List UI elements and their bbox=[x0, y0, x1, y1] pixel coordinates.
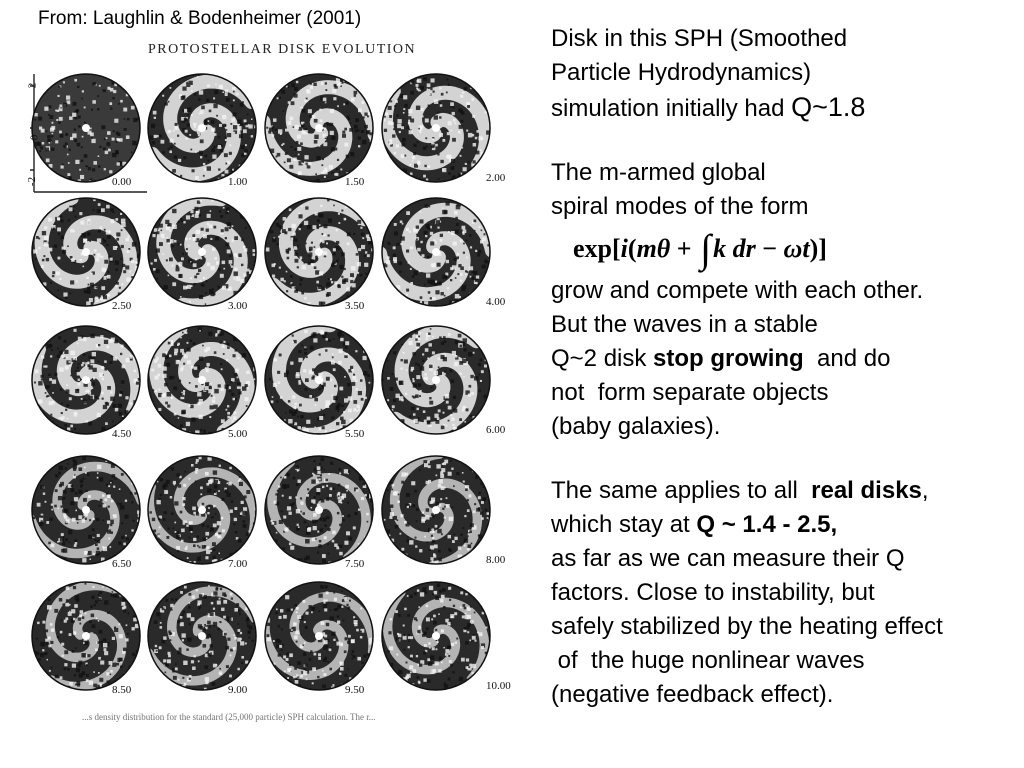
intro-line-2: Particle Hydrodynamics) bbox=[551, 59, 812, 86]
eq-integral: ∫ bbox=[700, 226, 712, 271]
figure-citation: From: Laughlin & Bodenheimer (2001) bbox=[38, 8, 362, 29]
same-suffix: , bbox=[921, 477, 929, 504]
disk-snapshot bbox=[32, 326, 140, 434]
explanation-text bbox=[551, 22, 1021, 712]
time-label: 4.00 bbox=[486, 296, 506, 308]
time-label: 9.00 bbox=[228, 684, 248, 696]
grow-line-5: (baby galaxies). bbox=[551, 413, 721, 440]
disk-evolution-figure bbox=[22, 62, 532, 732]
measure-line-4: of the huge nonlinear waves bbox=[551, 647, 865, 674]
grow-line-3-suffix: and do bbox=[803, 345, 891, 372]
disk-snapshot bbox=[265, 456, 374, 566]
disk-snapshots-svg bbox=[22, 62, 532, 732]
time-label: 2.50 bbox=[112, 300, 132, 312]
figure-caption-fragment: ...s density distribution for the standard (25,000 particle) SPH calculation. The r... bbox=[82, 712, 376, 722]
time-label: 5.00 bbox=[228, 428, 248, 440]
time-label: 3.50 bbox=[345, 300, 365, 312]
intro-line-1: Disk in this SPH (Smoothed bbox=[551, 25, 848, 52]
time-label: 1.50 bbox=[345, 176, 365, 188]
measure-line-3: safely stabilized by the heating effect bbox=[551, 613, 943, 640]
grow-line-3-prefix: Q~2 disk bbox=[551, 345, 654, 372]
disk-snapshot bbox=[382, 454, 491, 566]
axis-tick-neg2: -2 bbox=[26, 176, 39, 187]
disk-snapshot bbox=[32, 198, 141, 306]
spiral-mode-equation bbox=[551, 224, 1021, 274]
axis-tick-0: 0 bbox=[28, 134, 41, 141]
modes-line-2: spiral modes of the form bbox=[551, 193, 809, 220]
eq-omega-t: ωt bbox=[783, 234, 810, 263]
disk-snapshot bbox=[265, 325, 373, 437]
disk-snapshot bbox=[382, 74, 493, 182]
disk-snapshot bbox=[32, 74, 143, 183]
disk-snapshot bbox=[148, 74, 257, 183]
eq-k-dr: k dr bbox=[713, 234, 756, 263]
time-label: 10.00 bbox=[486, 680, 511, 692]
stop-growing-emphasis: stop growing bbox=[653, 345, 804, 372]
time-label: 7.50 bbox=[345, 558, 365, 570]
time-label: 5.50 bbox=[345, 428, 365, 440]
time-label: 8.50 bbox=[112, 684, 132, 696]
grow-line-4: not form separate objects bbox=[551, 379, 829, 406]
time-label: 0.00 bbox=[112, 176, 132, 188]
stay-line bbox=[551, 508, 1021, 542]
time-label: 8.00 bbox=[486, 554, 506, 566]
disk-snapshot bbox=[263, 74, 374, 184]
stay-prefix: which stay at bbox=[551, 511, 697, 538]
time-label: 4.50 bbox=[112, 428, 132, 440]
grow-line-3 bbox=[551, 342, 1021, 376]
time-label: 6.00 bbox=[486, 424, 506, 436]
grow-line-2: But the waves in a stable bbox=[551, 311, 818, 338]
disk-snapshot bbox=[148, 326, 257, 435]
disk-snapshot bbox=[148, 198, 258, 307]
time-label: 3.00 bbox=[228, 300, 248, 312]
disk-snapshot bbox=[265, 198, 374, 309]
figure-title: PROTOSTELLAR DISK EVOLUTION bbox=[148, 42, 417, 57]
disk-snapshot bbox=[148, 456, 258, 566]
eq-close: )] bbox=[809, 234, 827, 263]
disk-snapshot bbox=[148, 582, 256, 691]
time-label: 1.00 bbox=[228, 176, 248, 188]
measure-line-5: (negative feedback effect). bbox=[551, 681, 834, 708]
time-label: 2.00 bbox=[486, 172, 506, 184]
time-label: 6.50 bbox=[112, 558, 132, 570]
measure-line-1: as far as we can measure their Q bbox=[551, 545, 905, 572]
intro-line-3 bbox=[551, 90, 1021, 126]
same-line bbox=[551, 474, 1021, 508]
axis-tick-2: 2 bbox=[26, 82, 39, 89]
time-label: 9.50 bbox=[345, 684, 365, 696]
eq-open: ( bbox=[627, 234, 637, 263]
disk-snapshot bbox=[32, 582, 140, 690]
grow-line-1: grow and compete with each other. bbox=[551, 277, 924, 304]
eq-plus: + bbox=[670, 234, 699, 263]
real-disks-emphasis: real disks bbox=[811, 477, 922, 504]
eq-i: i bbox=[620, 234, 628, 263]
modes-line-1: The m-armed global bbox=[551, 159, 766, 186]
disk-snapshot bbox=[382, 582, 491, 690]
q-range-emphasis: Q ~ 1.4 - 2.5, bbox=[696, 511, 838, 538]
initial-q-value: Q~1.8 bbox=[791, 92, 866, 122]
eq-exp: exp[ bbox=[573, 234, 621, 263]
same-prefix: The same applies to all bbox=[551, 477, 812, 504]
measure-line-2: factors. Close to instability, but bbox=[551, 579, 875, 606]
disk-snapshot bbox=[380, 198, 492, 308]
disk-snapshot bbox=[382, 326, 491, 434]
time-label: 7.00 bbox=[228, 558, 248, 570]
disk-snapshot bbox=[31, 456, 144, 564]
disk-snapshot bbox=[265, 582, 373, 692]
eq-m-theta: mθ bbox=[636, 234, 671, 263]
intro-line-3-prefix: simulation initially had bbox=[551, 95, 792, 122]
eq-minus: − bbox=[755, 234, 784, 263]
